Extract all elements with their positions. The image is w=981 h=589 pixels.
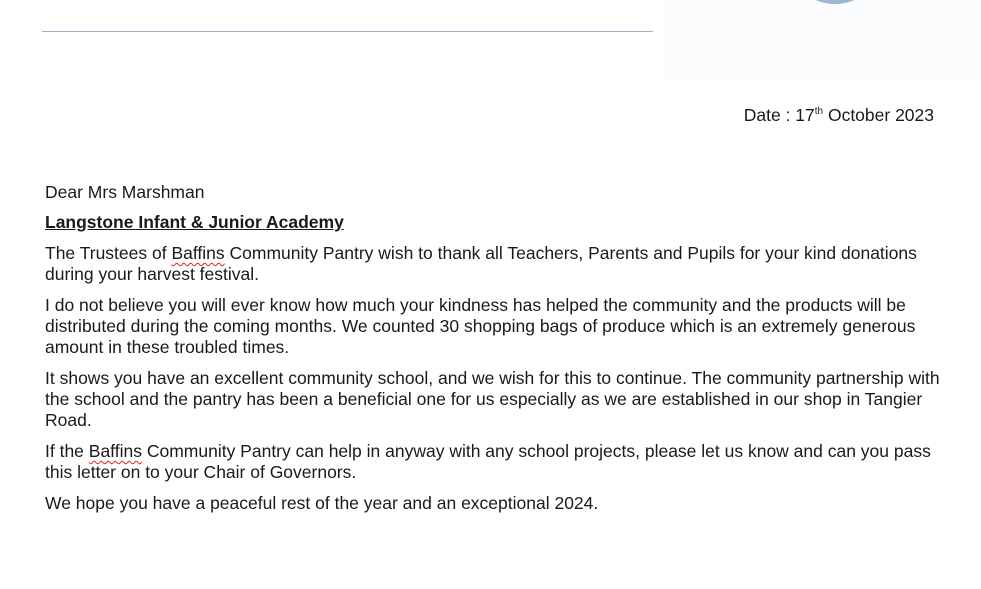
paragraph-4-text-end: Community Pantry can help in anyway with any school projects, please let us know and can you pass this letter on to your Chair of Governors. xyxy=(45,441,931,482)
date-month-year: October 2023 xyxy=(823,105,934,125)
subject-line: Langstone Infant & Junior Academy xyxy=(45,212,344,232)
paragraph-3: It shows you have an excellent community school, and we wish for this to continue. The community partnership with the school and the pantry has been a beneficial one for us especially as we are established in our shop in Tangier Road. xyxy=(45,368,940,430)
header-rule xyxy=(42,31,653,32)
letter-date xyxy=(744,105,934,126)
paragraph-2: I do not believe you will ever know how much your kindness has helped the community and the products will be distributed during the coming months. We counted 30 shopping bags of produce which is an extremely generous amount in these troubled times. xyxy=(45,295,916,357)
spellcheck-word[interactable]: Baffins xyxy=(88,441,142,461)
date-label: Date : xyxy=(743,105,796,125)
paragraph-5: We hope you have a peaceful rest of the year and an exceptional 2024. xyxy=(45,493,599,513)
paragraph-1 xyxy=(45,243,945,285)
spellcheck-word[interactable]: Baffins xyxy=(171,243,225,263)
letterhead-logo-area xyxy=(665,0,981,80)
date-day-suffix: th xyxy=(814,106,824,117)
salutation: Dear Mrs Marshman xyxy=(45,182,205,202)
paragraph-1-text-start: The Trustees of xyxy=(45,243,172,263)
letter-body xyxy=(45,182,945,524)
paragraph-4-text-start: If the xyxy=(45,441,89,461)
paragraph-4 xyxy=(45,441,945,483)
date-day: 17 xyxy=(795,105,815,125)
paragraph-1-text-end: Community Pantry wish to thank all Teachers, Parents and Pupils for your kind donations during your harvest festival. xyxy=(45,243,917,284)
